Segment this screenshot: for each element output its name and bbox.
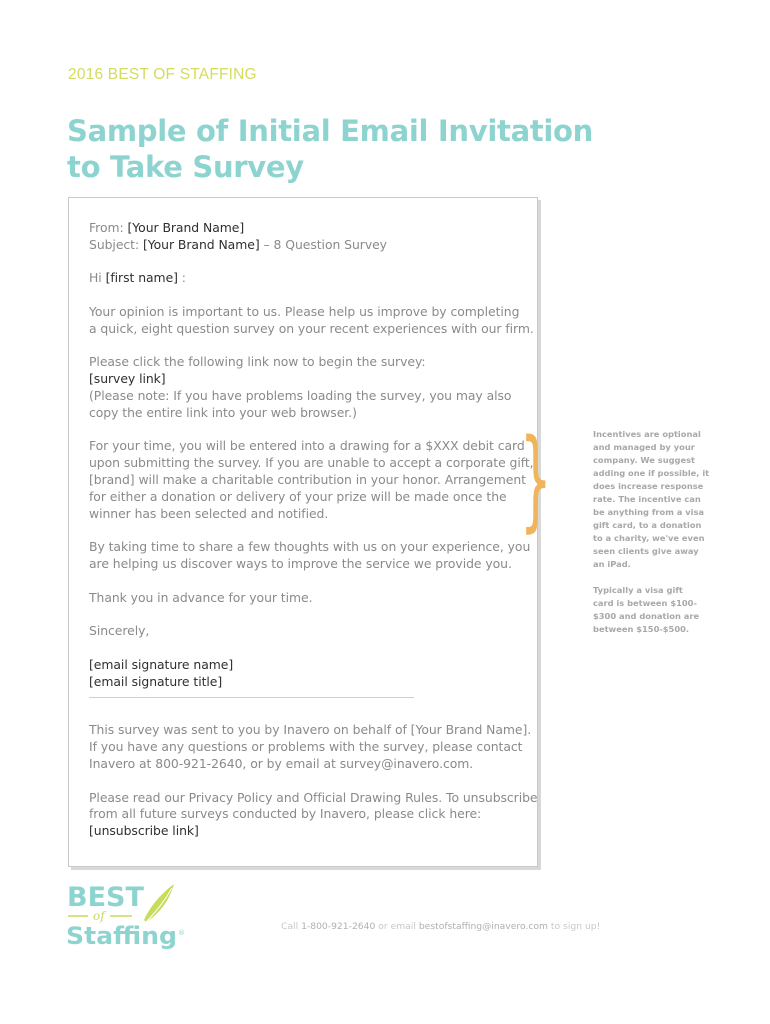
opinion-line: a quick, eight question survey on your recent experiences with our firm.: [89, 320, 534, 336]
link-paragraph: [89, 354, 535, 421]
footer-email: bestofstaffing@inavero.com: [418, 921, 548, 932]
privacy-paragraph: [89, 789, 538, 840]
subject-line: [89, 237, 535, 254]
logo-of: of: [93, 909, 105, 923]
side-note-line: $300 and donation are: [593, 611, 700, 621]
side-note-line: an iPad.: [593, 559, 631, 569]
incentive-line: [brand] will make a charitable contribution in your honor. Arrangement: [89, 471, 526, 487]
link-note-line: (Please note: If you have problems loading the survey, you may also: [89, 387, 512, 403]
greeting-name: [first name]: [105, 270, 178, 286]
disclaimer-line: If you have any questions or problems with the survey, please contact: [89, 739, 523, 755]
incentive-line: For your time, you will be entered into a drawing for a $XXX debit card: [89, 438, 525, 454]
link-note-line: copy the entire link into your web browser.): [89, 404, 357, 420]
footer-suffix: to sign up!: [547, 921, 601, 932]
unsubscribe-link-placeholder: [unsubscribe link]: [89, 823, 199, 839]
curly-brace-icon: }: [520, 415, 552, 543]
side-note-line: Incentives are optional: [593, 429, 701, 439]
side-note-line: be anything from a visa: [593, 507, 705, 517]
logo-best: BEST: [67, 882, 144, 913]
email-sample-card: [68, 197, 538, 867]
disclaimer-paragraph: [89, 722, 535, 772]
side-note-line: and managed by your: [593, 442, 695, 452]
side-note-line: company. We suggest: [593, 455, 696, 465]
from-label: From:: [89, 220, 124, 235]
page-title-line-2: to Take Survey: [67, 150, 304, 184]
signature-divider: [89, 697, 414, 698]
privacy-line: from all future surveys conducted by Inavero, please click here:: [89, 806, 482, 822]
side-note-line: card is between $100-: [593, 598, 697, 608]
page-title: [67, 113, 627, 185]
side-note-line: between $150-$500.: [593, 624, 690, 634]
amount-side-note: [593, 584, 713, 636]
from-value: [Your Brand Name]: [127, 220, 245, 235]
sharing-paragraph: [89, 539, 535, 573]
subject-label: Subject:: [89, 236, 140, 252]
incentive-line: upon submitting the survey. If you are unable to accept a corporate gift,: [89, 455, 534, 471]
signature-block: [89, 657, 535, 691]
side-note-line: to a charity, we've even: [593, 533, 705, 543]
side-note-line: rate. The incentive can: [593, 494, 701, 504]
incentive-side-note: [593, 428, 713, 571]
side-note-line: does increase response: [593, 481, 704, 491]
leaf-icon: [144, 884, 174, 922]
opinion-paragraph: [89, 304, 535, 338]
link-intro: Please click the following link now to begin the survey:: [89, 354, 426, 370]
closing-line: Sincerely,: [89, 623, 150, 639]
disclaimer-line: Inavero at 800-921-2640, or by email at survey@inavero.com.: [89, 755, 474, 771]
from-line: [89, 220, 535, 237]
footer-middle: or email: [375, 921, 419, 932]
side-note-line: Typically a visa gift: [593, 585, 683, 595]
greeting-prefix: Hi: [89, 270, 106, 286]
subject-value: [Your Brand Name]: [143, 236, 260, 252]
footer-phone: 1-800-921-2640: [301, 921, 376, 932]
sharing-line: By taking time to share a few thoughts with us on your experience, you: [89, 539, 531, 555]
greeting-suffix: :: [177, 270, 186, 286]
signature-title: [email signature title]: [89, 673, 223, 689]
disclaimer-line: This survey was sent to you by Inavero on behalf of [Your Brand Name].: [89, 722, 532, 738]
logo-staffing: Staffing: [66, 922, 177, 950]
email-body: [89, 220, 538, 840]
signature-name: [email signature name]: [89, 656, 234, 672]
incentive-line: winner has been selected and notified.: [89, 505, 329, 521]
side-note-line: adding one if possible, it: [593, 468, 710, 478]
header-eyebrow: 2016 BEST OF STAFFING: [68, 66, 257, 83]
incentive-paragraph: [89, 438, 535, 522]
subject-suffix: – 8 Question Survey: [259, 236, 387, 252]
side-note-line: gift card, to a donation: [593, 520, 702, 530]
thanks-line: Thank you in advance for your time.: [89, 589, 313, 605]
email-header: [89, 220, 535, 254]
side-note-line: seen clients give away: [593, 546, 699, 556]
registered-mark: ®: [178, 929, 185, 937]
footer-prefix: Call: [281, 921, 302, 932]
signup-footer: [281, 921, 600, 932]
best-of-staffing-logo: [66, 880, 191, 950]
privacy-line: Please read our Privacy Policy and Official Drawing Rules. To unsubscribe: [89, 789, 538, 805]
greeting-line: [89, 270, 535, 287]
page-title-line-1: Sample of Initial Email Invitation: [67, 114, 594, 148]
opinion-line: Your opinion is important to us. Please help us improve by completing: [89, 303, 520, 319]
survey-link-placeholder: [survey link]: [89, 371, 166, 387]
sharing-line: are helping us discover ways to improve the service we provide you.: [89, 555, 512, 571]
incentive-line: for either a donation or delivery of your prize will be made once the: [89, 488, 507, 504]
